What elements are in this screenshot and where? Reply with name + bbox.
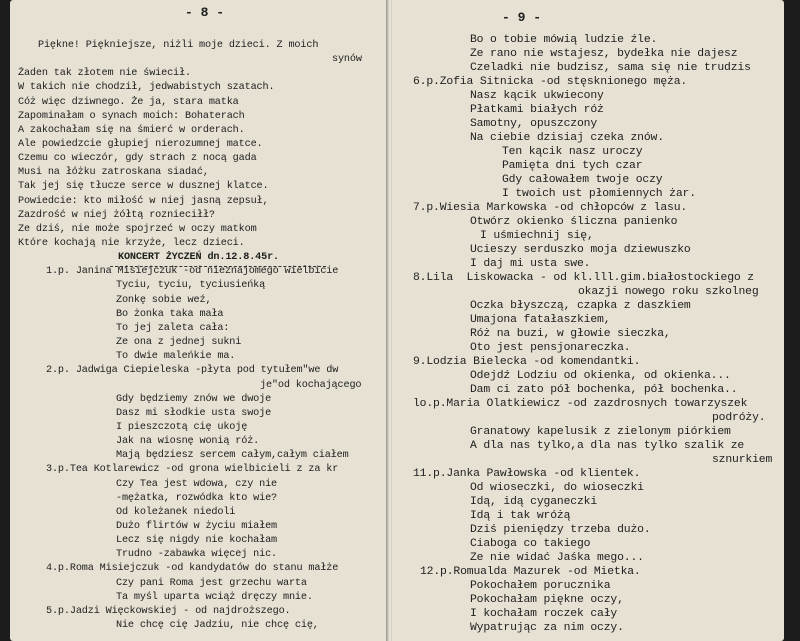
text-line: Ale powiedzcie głupiej nierozumnej matce. — [18, 139, 263, 150]
text-line: Powiedcie: kto miłość w niej jasną zepsuł, — [18, 196, 269, 207]
text-line: Dziś pieniędzy trzeba dużo. — [470, 524, 651, 536]
text-line: Tak jej się tłucze serce w dusznej klatce. — [18, 181, 269, 192]
text-line: podróży. — [712, 412, 766, 424]
page-number: - 8 - — [185, 5, 225, 20]
text-line: Mają będziesz sercem całym,całym ciałem — [116, 450, 349, 461]
dedication-line: 11.p.Janka Pawłowska -od klientek. — [413, 468, 641, 480]
dedication-line: lo.p.Maria Olatkiewicz -od zazdrosnych towarzyszek — [413, 398, 748, 410]
text-line: Lecz się nigdy nie kochałam — [116, 535, 278, 546]
dedication-line: 6.p.Zofia Sitnicka -od stęsknionego męża. — [413, 76, 688, 88]
text-line: Umajona fatałaszkiem, — [470, 314, 611, 326]
text-line: Jak na wiosnę wonią róż. — [116, 436, 260, 447]
text-line: Cóż więc dziwnego. Że ja, stara matka — [18, 97, 239, 108]
text-line: okazji nowego roku szkolneg — [578, 286, 759, 298]
text-line: Ten kącik nasz uroczy — [502, 146, 643, 158]
text-line: Czy Tea jest wdowa, czy nie — [116, 479, 278, 490]
text-line: Czemu co wieczór, gdy strach z nocą gada — [18, 153, 257, 164]
text-line: Pamięta dni tych czar — [502, 160, 643, 172]
text-line: Zonkę sobie weź, — [116, 295, 212, 306]
text-line: Dużo flirtów w życiu miałem — [116, 521, 278, 532]
text-line: Idą i tak wróżą — [470, 510, 571, 522]
text-line: Ze rano nie wstajesz, bydełka nie dajesz — [470, 48, 738, 60]
text-line: je"od kochającego — [260, 380, 362, 391]
text-line: Trudno -zabawka więcej nic. — [116, 549, 278, 560]
text-line: Wypatrując za nim oczy. — [470, 622, 624, 634]
text-line: A dla nas tylko,a dla nas tylko szalik ze — [470, 440, 745, 452]
text-line: I daj mi usta swe. — [470, 258, 591, 270]
text-line: Zazdrość w niej żółtą roznieciłł? — [18, 210, 215, 221]
text-line: Granatowy kapelusik z zielonym piórkiem — [470, 426, 731, 438]
text-line: Zapominałam o synach moich: Bohaterach — [18, 111, 245, 122]
dedication-line: 9.Lodzia Bielecka -od komendantki. — [413, 356, 641, 368]
text-line: Ucieszy serduszko moja dziewuszko — [470, 244, 691, 256]
text-line: sznurkiem — [712, 454, 773, 466]
text-line: To dwie maleńkie ma. — [116, 351, 236, 362]
text-line: Żaden tak złotem nie świecił. — [18, 68, 191, 79]
text-line: Ta myśl uparta wciąż dręczy mnie. — [116, 592, 313, 603]
text-line: Od koleżanek niedoli — [116, 507, 236, 518]
dedication-line: 4.p.Roma Misiejczuk -od kandydatów do stanu małże — [46, 563, 339, 574]
text-line: Ciaboga co takiego — [470, 538, 591, 550]
right-page — [392, 0, 784, 641]
text-line: Nasz kącik ukwiecony — [470, 90, 604, 102]
page-number: - 9 - — [502, 10, 542, 25]
text-line: W takich nie chodził, jedwabistych szatach. — [18, 82, 275, 93]
text-line: Ze ona z jednej sukni — [116, 337, 242, 348]
text-line: Czy pani Roma jest grzechu warta — [116, 578, 307, 589]
text-line: Odejdź Lodziu od okienka, od okienka... — [470, 370, 731, 382]
text-line: Gdy całowałem twoje oczy — [502, 174, 663, 186]
text-line: Bo o tobie mówią ludzie źle. — [470, 34, 658, 46]
dedication-line: 5.p.Jadzi Więckowskiej - od najdroższego. — [46, 606, 291, 617]
text-line: I twoich ust płomiennych żar. — [502, 188, 696, 200]
text-line: Które kochają nie krzyże, lecz dzieci. — [18, 238, 245, 249]
text-line: synów — [332, 54, 362, 65]
text-line: Dasz mi słodkie usta swoje — [116, 408, 272, 419]
dedication-line: 1.p. Janina Misiejczuk -od nieznajomego wielbicie — [46, 266, 339, 277]
text-line: Płatkami białych róż — [470, 104, 604, 116]
left-page — [10, 0, 388, 641]
text-line: -mężatka, rozwódka kto wie? — [116, 493, 278, 504]
text-line: Od wioseczki, do wioseczki — [470, 482, 644, 494]
text-line: Oczka błyszczą, czapka z daszkiem — [470, 300, 691, 312]
text-line: Pokochałam piękne oczy, — [470, 594, 624, 606]
text-line: To jej zaleta cała: — [116, 323, 230, 334]
text-line: I pieszczotą cię ukoję — [116, 422, 248, 433]
text-line: Tyciu, tyciu, tyciusieńką — [116, 280, 266, 291]
text-line: I uśmiechnij się, — [480, 230, 594, 242]
text-line: Na ciebie dzisiaj czeka znów. — [470, 132, 664, 144]
text-line: Oto jest pensjonareczka. — [470, 342, 631, 354]
text-line: Musi na łóżku zatroskana siadać, — [18, 167, 209, 178]
dedication-line: 3.p.Tea Kotlarewicz -od grona wielbicieli z za kr — [46, 464, 339, 475]
dedication-line: 8.Lila Liskowacka - od kl.lll.gim.białostockiego z — [413, 272, 754, 284]
text-line: Otwórz okienko śliczna panienko — [470, 216, 678, 228]
text-line: Ze dziś, nie może spojrzeć w oczy matkom — [18, 224, 257, 235]
text-line: I kochałam roczek cały — [470, 608, 618, 620]
text-line: Czeladki nie budzisz, sama się nie trudzis — [470, 62, 751, 74]
text-line: Ze nie widać Jaśka mego... — [470, 552, 644, 564]
dedication-line: 12.p.Romualda Mazurek -od Mietka. — [420, 566, 641, 578]
text-line: A zakochałam się na śmierć w orderach. — [18, 125, 245, 136]
text-line: Bo żonka taka mała — [116, 309, 224, 320]
text-line: Róż na buzi, w głowie sieczka, — [470, 328, 671, 340]
text-line: Dam ci zato pół bochenka, pół bochenka.. — [470, 384, 738, 396]
text-line: Piękne! Piękniejsze, niżli moje dzieci. Z moich — [38, 40, 319, 51]
dedication-line: 2.p. Jadwiga Ciepieleska -płyta pod tytułem"we dw — [46, 365, 339, 376]
text-line: Gdy będziemy znów we dwoje — [116, 394, 272, 405]
section-heading: KONCERT ŻYCZEŃ dn.12.8.45r. — [118, 252, 280, 263]
text-line: Idą, idą cyganeczki — [470, 496, 598, 508]
text-line: Nie chcę cię Jadziu, nie chcę cię, — [116, 620, 319, 631]
text-line: Pokochałem porucznika — [470, 580, 611, 592]
text-line: Samotny, opuszczony — [470, 118, 598, 130]
dedication-line: 7.p.Wiesia Markowska -od chłopców z lasu. — [413, 202, 688, 214]
